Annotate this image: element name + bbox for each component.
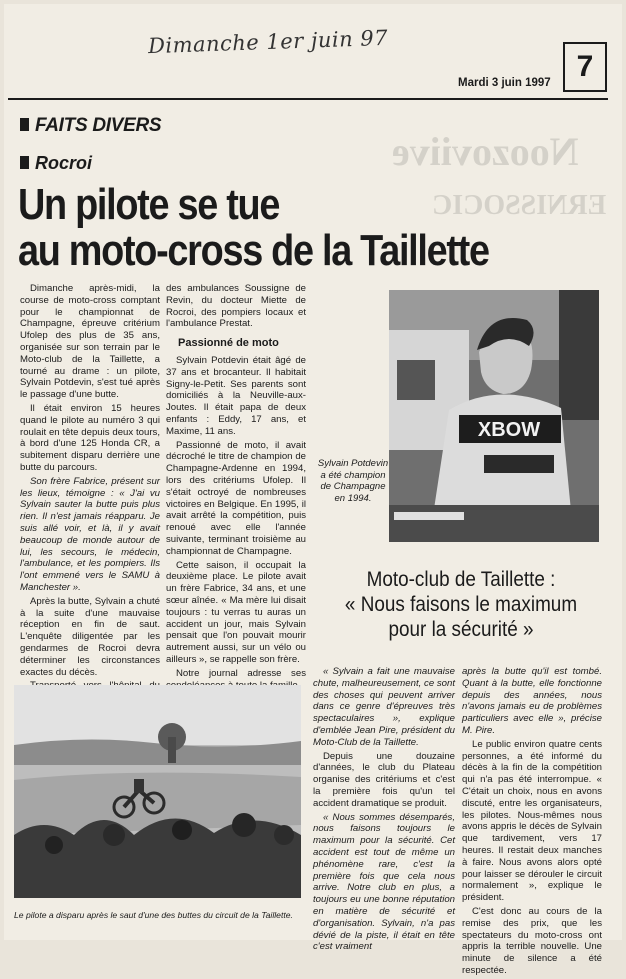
header-rule [8,98,608,100]
article-column-1 [20,283,160,743]
crowd-photo [14,685,301,898]
paragraph: C'est donc au cours de la remise des prix, que les spectateurs du moto-cross ont appris la terrible nouvelle. Une minute de silence a été respectée. [462,905,602,976]
subheading: Passionné de moto [178,337,279,350]
paragraph: Passionné de moto, il avait décroché le titre de champion de Champagne-Ardenne en 1994, lors des critériums Ufolep. Il s'était octroyé de nombreuses victoires en Belgique. En 1995, il avait arrêté la compétition, puis renoué avec elle l'année suivante, terminant troisième au championnat de Champagne. [166,439,306,557]
section-title [20,115,161,137]
paragraph: « Sylvain a fait une mauvaise chute, malheureusement, ce sont des choses qui peuvent arriver dans ce genre d'épreuves très spectaculaires », explique d'emblée Jean Pire, président du Moto-Club de la Taillette. [313,666,455,748]
headline-line-2: au moto-cross de la Taillette [18,226,489,275]
crowd-caption: Le pilote a disparu après le saut d'une des buttes du circuit de la Taillette. [14,910,293,920]
paragraph: Il était environ 15 heures quand le pilote au numéro 3 qui roulait en tête depuis deux tours, à bord d'une 125 Honda CR, a subitement disparu derrière une butte du parcours. [20,402,160,473]
handwritten-date: Dimanche 1er juin 97 [147,25,389,59]
rider-photo [389,290,599,542]
sidebar-headline-line-1: Moto-club de Taillette : [366,568,556,591]
square-bullet-icon [20,118,29,131]
paragraph: des ambulances Soussigne de Revin, du docteur Miette de Rocroi, des pompiers locaux et l'ambulance Prestat. [166,283,306,330]
sidebar-headline-line-3: pour la sécurité » [388,618,534,641]
paragraph: Sylvain Potdevin était âgé de 37 ans et brocanteur. Il habitait Signy-le-Petit. Ses parents sont domiciliés à la Neuville-aux-Joutes. Il était papa de deux enfants : Eddy, 17 ans, et Maxime, 11 ans. [166,354,306,437]
kicker [20,153,92,174]
paragraph: Le public environ quatre cents personnes, a été informé du décès à la fin de la compétition qui n'a pas été interrompue. « C'était un choix, nous en avons discuté, entre les organisateurs, les pilotes. Nous-mêmes nous avons appris le décès de Sylvain que tardivement, vers 17 heures. Il restait deux manches à faire. Nous avons alors opté pour laisser se dérouler le circuit normalement », explique le président. [462,738,602,904]
sidebar-headline [331,567,592,642]
paragraph: Après la butte, Sylvain a chuté à la suite d'une mauvaise réception en fin de saut. L'enquête diligentée par les gendarmes de Rocroi devra déterminer les circonstances exactes du décès. [20,595,160,678]
paragraph: après la butte qu'il est tombé. Quant à la butte, elle fonctionne depuis des années, nous n'avons jamais eu de problèmes particuliers avec elle », précise M. Pire. [462,666,602,736]
kicker-label: Rocroi [35,153,93,173]
paragraph: Dimanche après-midi, la course de moto-cross comptant pour le championnat de Champagne, épreuve critérium Ufolep des plus de 35 ans, organisée sur son terrain par le Moto-club de la Taillette, a tourné au drame : un pilote, Sylvain Potdevin, s'est tué après le passage d'une butte. [20,283,160,401]
headline-line-1: Un pilote se tue [18,180,280,229]
sidebar-column-2 [462,666,602,979]
paragraph: Cette saison, il occupait la deuxième place. Le pilote avait un frère Fabrice, 34 ans, et une sœur aînée. « Ma mère lui disait toujours : tu verras tu auras un accident un jour, mais Sylvain pensait que l'on pouvait mourir autrement aussi, sur un vélo ou ailleurs », se rappelle son frère. [166,559,306,665]
paragraph: Son frère Fabrice, présent sur les lieux, témoigne : « J'ai vu Sylvain sauter la butte puis plus rien. Il n'est jamais réapparu. Je suis allé voir, et là, il y avait beaucoup de monde autour de lui, les secours, le médecin, l'ambulance, et les pompiers. Ils l'ont emmené vers le SAMU à Manchester ». [20,475,160,593]
sidebar-column-1 [313,666,455,955]
page-number: 7 [563,42,607,92]
jersey-text: XBOW [477,419,541,441]
paragraph: Notre journal adresse ses [176,667,306,679]
article-column-2 [166,283,306,693]
print-date: Mardi 3 juin 1997 [458,77,551,89]
sidebar-headline-line-2: « Nous faisons le maximum [344,593,578,616]
bleed-through-print: Noozoviive ERNISSOCIC [392,129,607,221]
paragraph: « Nous sommes désemparés, nous faisons toujours le maximum pour la sécurité. Cet accident est tout de même un phénomène rare, c'est la première fois que cela nous arrive. Notre club en plus, a toujours eu une bonne réputation en matière de sécurité et d'organisation. Sylvain, n'a pas dévié de la piste, il était en tête c'est vraiment [313,811,455,953]
rider-caption: Sylvain Potdevin a été champion de Champagne en 1994. [317,458,389,504]
headline [18,182,489,274]
paragraph: Depuis une douzaine d'années, le club du Plateau organise des critériums et c'est la première fois qu'un tel accident dramatique se produit. [313,750,455,809]
section-label: FAITS DIVERS [35,115,162,136]
square-bullet-icon [20,156,29,169]
